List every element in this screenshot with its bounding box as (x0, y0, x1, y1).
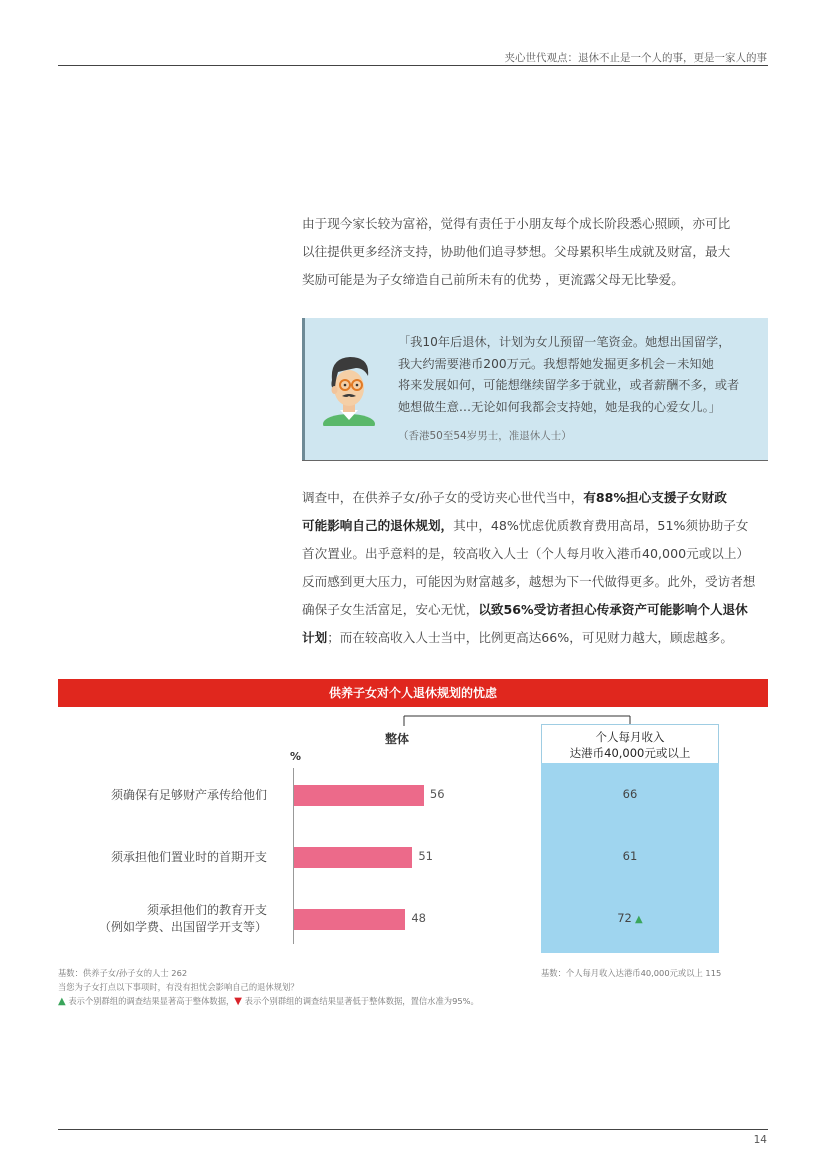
header-divider (58, 65, 768, 66)
quote-text (398, 332, 758, 418)
survey-line: 调查中，在供养子女/孙子女的受访夹心世代当中，有88%担心支援子女财政 (302, 490, 727, 505)
series-label-overall: 整体 (385, 732, 410, 746)
bar-value-label: 56 (429, 787, 445, 801)
category-label-line: （例如学费、出国留学开支等） (98, 920, 267, 934)
quote-accent-bar (302, 318, 305, 460)
intro-line: 由于现今家长较为富裕，觉得有责任于小朋友每个成长阶段悉心照顾，亦可比 (302, 216, 731, 231)
category-label (111, 787, 267, 804)
category-label-line: 须承担他们的教育开支 (146, 903, 267, 917)
question-note: 当您为子女打点以下事项时，有没有担忧会影响自己的退休规划？ (58, 982, 299, 992)
survey-line: 确保子女生活富足，安心无忧，以致56%受访者担心传承资产可能影响个人退休 (302, 602, 748, 617)
page-number: 14 (753, 1134, 767, 1146)
quote-line: 「我10年后退休，计划为女儿预留一笔资金。她想出国留学， (398, 335, 731, 349)
high-income-value (541, 911, 719, 925)
bar-value-label: 48 (411, 911, 426, 925)
survey-paragraph (302, 484, 768, 652)
quote-line: 我大约需要港币200万元。我想帮她发掘更多机会－未知她 (398, 356, 714, 371)
survey-line: 计划；而在较高收入人士当中，比例更高达66%，可见财力越大，顾虑越多。 (302, 630, 733, 645)
down-triangle-icon: ▼ (234, 996, 242, 1007)
quote-line: 将来发展如何，可能想继续留学多于就业，或者薪酬不多，或者 (398, 378, 740, 392)
survey-line: 首次置业。出乎意料的是，较高收入人士（个人每月收入港币40,000元或以上） (302, 546, 750, 561)
intro-paragraph (302, 210, 768, 294)
man-avatar-icon (318, 350, 380, 430)
base-note-high-income: 基数：个人每月收入达港币40,000元或以上 115 (541, 968, 722, 978)
category-label-line: 须确保有足够财产承传给他们 (110, 787, 267, 802)
bar-overall (294, 909, 405, 930)
high-income-value (541, 849, 719, 863)
high-income-value (541, 787, 719, 801)
unit-label: % (290, 750, 302, 763)
intro-line: 奖励可能是为子女缔造自己前所未有的优势 ，更流露父母无比挚爱。 (302, 272, 684, 287)
significance-legend: ▲ 表示个别群组的调查结果显著高于整体数据，▼ 表示个别群组的调查结果显著低于整体数据，置信水准为95%。 (58, 996, 479, 1007)
quote-source: （香港50至54岁男士，准退休人士） (398, 430, 572, 442)
series-label-high-income (541, 724, 719, 763)
footer-divider (58, 1129, 768, 1130)
high-income-value-number: 66 (622, 787, 638, 801)
category-label-line: 须承担他们置业时的首期开支 (110, 849, 267, 864)
category-label (111, 849, 267, 866)
chart-title: 供养子女对个人退休规划的忧虑 (58, 679, 768, 707)
survey-line: 反而感到更大压力，可能因为财富越多，越想为下一代做得更多。此外，受访者想 (302, 574, 756, 589)
base-note: 基数：供养子女/孙子女的人士 262 (58, 968, 188, 978)
running-header-title: 夹心世代观点：退休不止是一个人的事，更是一家人的事 (504, 52, 767, 64)
up-triangle-icon: ▲ (631, 914, 643, 925)
bar-value-label: 51 (418, 849, 433, 863)
high-income-value-number: 72 (617, 911, 632, 925)
category-label (99, 902, 267, 936)
bar-overall (294, 847, 412, 868)
bar-overall (294, 785, 424, 806)
intro-line: 以往提供更多经济支持，协助他们追寻梦想。父母累积毕生成就及财富，最大 (302, 244, 731, 259)
high-income-value-number: 61 (622, 849, 638, 863)
survey-line: 可能影响自己的退休规划，其中，48%忧虑优质教育费用高昂，51%须协助子女 (302, 518, 749, 533)
series-label-line: 个人每月收入 (595, 730, 665, 744)
up-triangle-icon: ▲ (58, 996, 66, 1007)
quote-line: 她想做生意…无论如何我都会支持她，她是我的心爱女儿。」 (398, 399, 721, 414)
series-label-line: 达港币40,000元或以上 (569, 746, 691, 760)
